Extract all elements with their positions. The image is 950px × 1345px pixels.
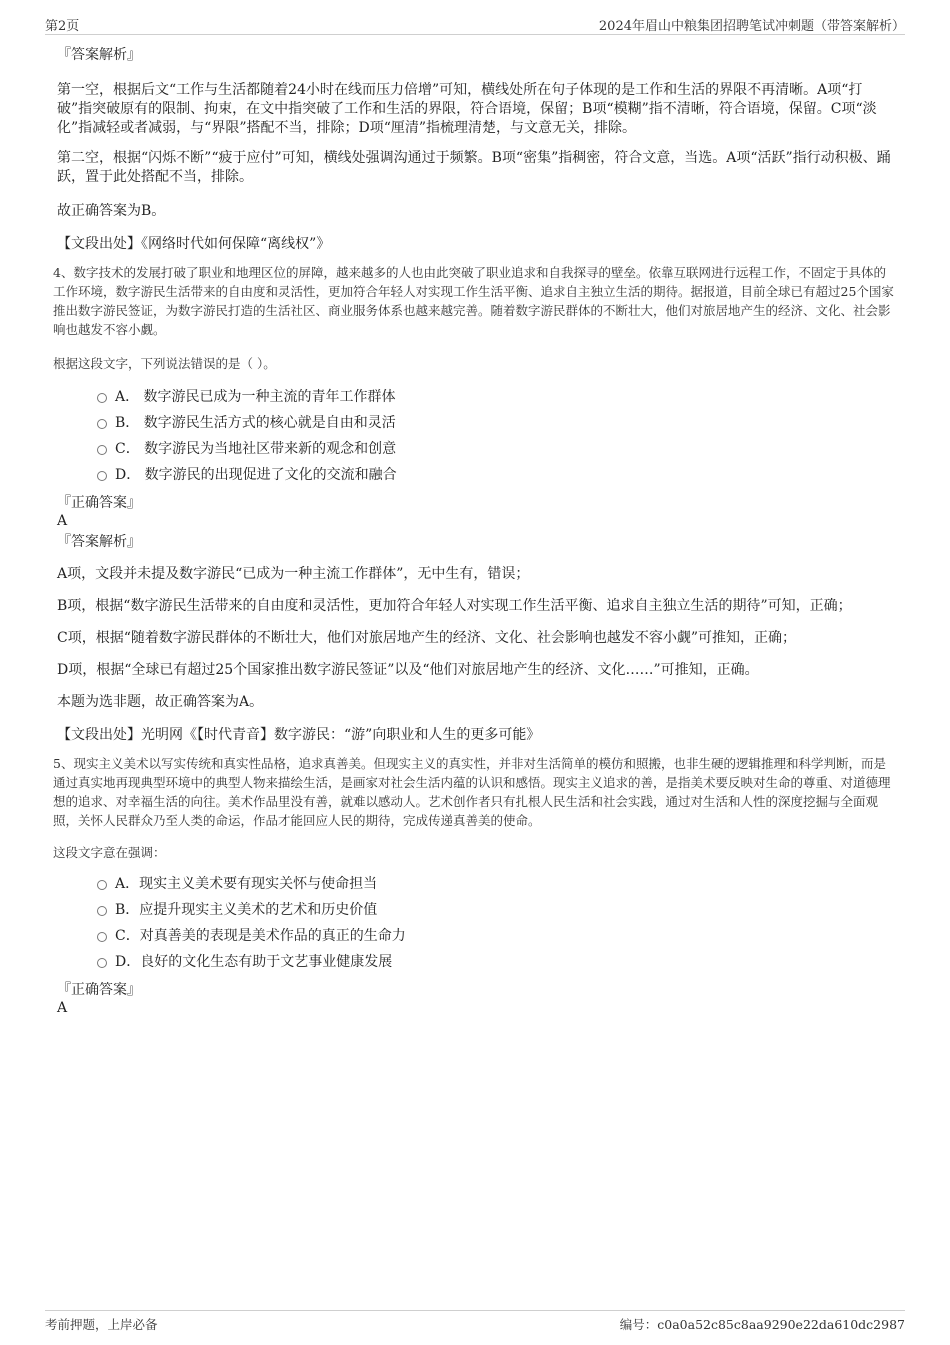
q5-option-c[interactable]: C．对真善美的表现是美术作品的真正的生命力 [57,923,897,949]
q4-analysis-a: A项，文段并未提及数字游民“已成为一种主流工作群体”，无中生有，错误； [57,566,530,582]
document-code: 编号：c0a0a52c85c8aa9290e22da610dc2987 [619,1317,905,1332]
q3-analysis-label: 『答案解析』 [57,47,141,63]
q5-stem: 5、现实主义美术以写实传统和真实性品格，追求真善美。但现实主义的真实性，并非对生活简单的模仿和照搬，也非生硬的逻辑推理和科学判断，而是通过真实地再现典型环境中的典型人物来描绘生活，是画家对社会生活内蕴的认识和感悟。现实主义追求的善，是指美术要反映对生命的尊重、对道德理想的追求、对幸福生活的向往。美术作品里没有善，就难以感动人。艺术创作者只有扎根人民生活和社会实践，通过对生活和人性的深度挖掘与全面观照，关怀人民群众乃至人类的命运，作品才能回应人民的期待，完成传递真善美的使命。 [53,756,891,828]
q4-question: 根据这段文字，下列说法错误的是（ ）。 [53,356,276,371]
q4-option-c[interactable]: C． 数字游民为当地社区带来新的观念和创意 [57,436,897,462]
q3-analysis-para1: 第一空，根据后文“工作与生活都随着24小时在线而压力倍增”可知，横线处所在句子体现的是工作和生活的界限不再清晰。A项“打破”指突破原有的限制、拘束，在文中指突破了工作和生活的界限，符合语境，保留；B项“模糊”指不清晰，符合语境，保留。C项“淡化”指减轻或者减弱，与“界限”搭配不当，排除；D项“厘清”指梳理清楚，与文意无关，排除。 [57,82,877,136]
q5-correct-answer: A [57,1000,68,1016]
q4-option-b[interactable]: B． 数字游民生活方式的核心就是自由和灵活 [57,410,897,436]
q4-analysis-label: 『答案解析』 [57,534,141,550]
radio-icon[interactable] [97,445,107,455]
q4-analysis-d: D项，根据“全球已有超过25个国家推出数字游民签证”以及“他们对旅居地产生的经济、文化……”可推知，正确。 [57,662,759,678]
radio-icon[interactable] [97,906,107,916]
radio-icon[interactable] [97,932,107,942]
page-header [45,12,905,35]
q5-option-a[interactable]: A．现实主义美术要有现实关怀与使命担当 [57,871,897,897]
q5-option-b[interactable]: B．应提升现实主义美术的艺术和历史价值 [57,897,897,923]
q5-options [57,871,897,975]
document-title: 2024年眉山中粮集团招聘笔试冲刺题（带答案解析） [598,19,905,34]
q4-analysis-c: C项，根据“随着数字游民群体的不断壮大，他们对旅居地产生的经济、文化、社会影响也越发不容小觑”可推知，正确； [57,630,797,646]
q3-conclusion: 故正确答案为B。 [57,203,166,219]
q3-analysis-para2: 第二空，根据“闪烁不断”“疲于应付”可知，横线处强调沟通过于频繁。B项“密集”指稠密，符合文意，当选。A项“活跃”指行动积极、踊跃，置于此处搭配不当，排除。 [57,150,891,185]
page-content [53,45,897,1017]
q5-option-d[interactable]: D．良好的文化生态有助于文艺事业健康发展 [57,949,897,975]
q4-source: 【文段出处】光明网《【时代青音】数字游民：“游”向职业和人生的更多可能》 [57,727,541,743]
q5-correct-label: 『正确答案』 [57,982,141,998]
q4-option-d[interactable]: D． 数字游民的出现促进了文化的交流和融合 [57,462,897,488]
q4-option-a[interactable]: A． 数字游民已成为一种主流的青年工作群体 [57,384,897,410]
q3-source: 【文段出处】《网络时代如何保障“离线权”》 [57,236,331,252]
radio-icon[interactable] [97,880,107,890]
radio-icon[interactable] [97,393,107,403]
q4-stem: 4、数字技术的发展打破了职业和地理区位的屏障，越来越多的人也由此突破了职业追求和自我探寻的壁垒。依靠互联网进行远程工作，不固定于具体的工作环境，数字游民生活带来的自由度和灵活性，更加符合年轻人对实现工作生活平衡、追求自主独立生活的期待。据报道，目前全球已有超过25个国家推出数字游民签证，为数字游民打造的生活社区、商业服务体系也越来越完善。随着数字游民群体的不断壮大，他们对旅居地产生的经济、文化、社会影响也越发不容小觑。 [53,265,894,337]
radio-icon[interactable] [97,958,107,968]
q4-conclusion: 本题为选非题，故正确答案为A。 [57,694,264,710]
q4-analysis-b: B项，根据“数字游民生活带来的自由度和灵活性，更加符合年轻人对实现工作生活平衡、追求自主独立生活的期待”可知，正确； [57,598,852,614]
page-number: 第2页 [45,19,80,34]
radio-icon[interactable] [97,419,107,429]
q5-question: 这段文字意在强调： [53,845,166,860]
footer-slogan: 考前押题，上岸必备 [45,1317,158,1332]
q4-correct-answer: A [57,513,68,529]
q4-correct-label: 『正确答案』 [57,495,141,511]
page-footer [45,1310,905,1333]
radio-icon[interactable] [97,471,107,481]
q4-options [57,384,897,488]
